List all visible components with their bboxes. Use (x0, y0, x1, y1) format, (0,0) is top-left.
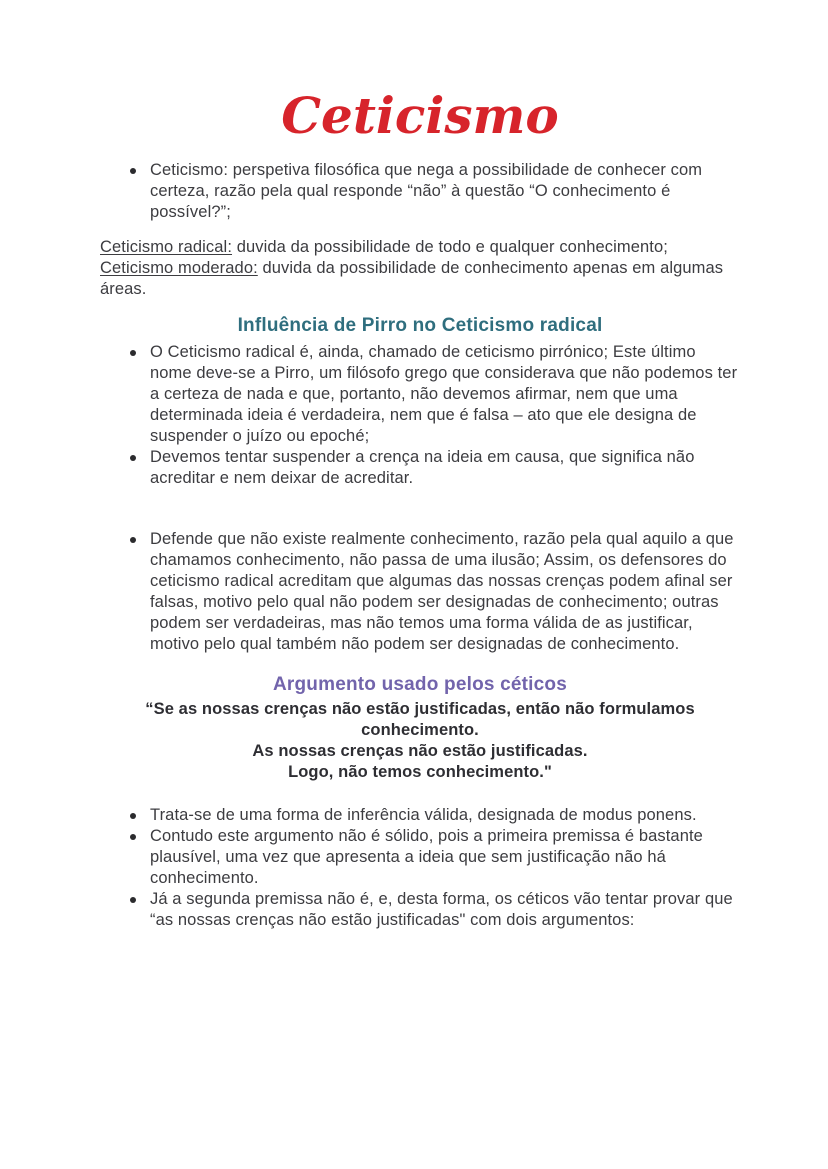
list-item (128, 805, 740, 826)
quote-line: As nossas crenças não estão justificadas. (252, 742, 588, 760)
list-item (128, 889, 740, 931)
section-heading-pirro: Influência de Pirro no Ceticismo radical (237, 315, 603, 336)
list-item (128, 529, 740, 655)
argument-bullet-text: Já a segunda premissa não é, e, desta forma, os céticos vão tentar provar que “as nossas crenças não estão justificadas" com dois argumentos: (150, 890, 733, 929)
page-title: Ceticismo (281, 86, 559, 145)
definition-term-moderado: Ceticismo moderado: (100, 259, 258, 277)
intro-bullet-text: Ceticismo: perspetiva filosófica que nega a possibilidade de conhecer com certeza, razão pela qual responde “não” à questão “O conhecimento é possível?”; (150, 161, 703, 221)
definition-text-radical: duvida da possibilidade de todo e qualquer conhecimento; (232, 238, 668, 256)
vertical-spacer (100, 783, 740, 805)
quote-line: Logo, não temos conhecimento." (288, 763, 552, 781)
pirro-list-continued (100, 529, 740, 655)
argument-list (100, 805, 740, 931)
intro-list (100, 160, 740, 223)
definition-term-radical: Ceticismo radical: (100, 238, 233, 256)
list-item (128, 447, 740, 489)
definitions-paragraph (100, 237, 740, 300)
section-heading-argument: Argumento usado pelos céticos (272, 674, 568, 695)
pirro-list (100, 342, 740, 489)
definition-text-moderado: duvida da possibilidade de conhecimento apenas em algumas áreas. (100, 259, 724, 298)
quote-line: conhecimento. (361, 721, 479, 739)
pirro-bullet-text: Devemos tentar suspender a crença na ideia em causa, que significa não acreditar e nem deixar de acreditar. (150, 448, 695, 487)
pirro-bullet-text: Defende que não existe realmente conhecimento, razão pela qual aquilo a que chamamos conhecimento, não passa de uma ilusão; Assim, os defensores do ceticismo radical acreditam que algumas das nossas crenças podem afinal ser falsas, motivo pelo qual não podem ser designadas de conhecimento; outras podem ser verdadeiras, mas não temos uma forma válida de as justificar, motivo pelo qual também não podem ser designadas de conhecimento. (150, 530, 734, 653)
pirro-bullet-text: O Ceticismo radical é, ainda, chamado de ceticismo pirrónico; Este último nome deve-se a Pirro, um filósofo grego que considerava que não podemos ter a certeza de nada e que, portanto, não devemos afirmar, nem que uma determinada ideia é verdadeira, nem que é falsa – ato que ele designa de suspender o juízo ou epoché; (150, 343, 738, 445)
list-item (128, 160, 740, 223)
argument-quote (100, 699, 740, 783)
argument-bullet-text: Contudo este argumento não é sólido, pois a primeira premissa é bastante plausível, uma vez que apresenta a ideia que sem justificação não há conhecimento. (150, 827, 703, 887)
list-item (128, 342, 740, 447)
vertical-spacer (100, 489, 740, 529)
argument-bullet-text: Trata-se de uma forma de inferência válida, designada de modus ponens. (150, 806, 697, 824)
quote-line: “Se as nossas crenças não estão justificadas, então não formulamos (145, 700, 695, 718)
list-item (128, 826, 740, 889)
